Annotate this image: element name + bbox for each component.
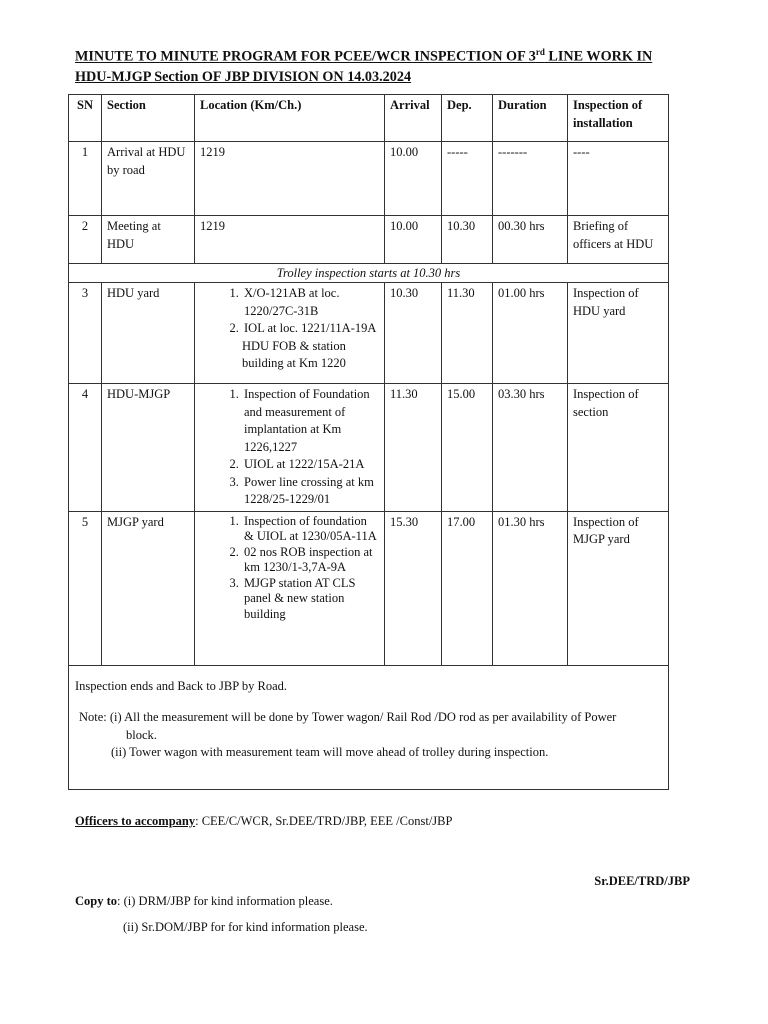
cell-section: MJGP yard — [102, 511, 195, 665]
cell-duration: ------- — [493, 142, 568, 216]
cell-inspection: Inspection of section — [568, 384, 669, 512]
cell-location — [195, 283, 385, 384]
cell-duration: 01.30 hrs — [493, 511, 568, 665]
title-line-1: MINUTE TO MINUTE PROGRAM FOR PCEE/WCR INSPECTION OF 3rd LINE WORK IN — [75, 47, 653, 65]
cell-inspection: Inspection of MJGP yard — [568, 511, 669, 665]
program-table — [68, 94, 669, 790]
copy-to-line-2: (ii) Sr.DOM/JBP for for kind information please. — [123, 920, 368, 934]
location-item: 2. 02 nos ROB inspection at km 1230/1-3,7A-9A — [242, 545, 379, 576]
table-row — [69, 511, 669, 665]
location-item: 3. MJGP station AT CLS panel & new station building — [242, 576, 379, 623]
header-section: Section — [102, 95, 195, 142]
cell-duration: 03.30 hrs — [493, 384, 568, 512]
cell-arrival: 11.30 — [385, 384, 442, 512]
cell-arrival: 10.00 — [385, 216, 442, 264]
cell-duration: 00.30 hrs — [493, 216, 568, 264]
cell-duration: 01.00 hrs — [493, 283, 568, 384]
header-dep: Dep. — [442, 95, 493, 142]
note-1-continued: block. — [126, 727, 157, 742]
header-duration: Duration — [493, 95, 568, 142]
cell-dep: ----- — [442, 142, 493, 216]
cell-dep: 17.00 — [442, 511, 493, 665]
cell-section: Arrival at HDU by road — [102, 142, 195, 216]
cell-section: Meeting at HDU — [102, 216, 195, 264]
document-title — [75, 42, 675, 87]
cell-sn: 1 — [69, 142, 102, 216]
cell-sn: 3 — [69, 283, 102, 384]
officers-label: Officers to accompany — [75, 814, 196, 828]
copy-to-line-1 — [75, 892, 333, 910]
copy-to-label: Copy to — [75, 894, 118, 908]
cell-arrival: 10.30 — [385, 283, 442, 384]
table-row — [69, 216, 669, 264]
location-list — [200, 285, 379, 338]
cell-location: 1219 — [195, 216, 385, 264]
officers-line — [75, 814, 452, 829]
cell-inspection: ---- — [568, 142, 669, 216]
cell-location: 1219 — [195, 142, 385, 216]
cell-sn: 2 — [69, 216, 102, 264]
table-row — [69, 283, 669, 384]
header-inspection: Inspection of installation — [568, 95, 669, 142]
cell-location — [195, 511, 385, 665]
notes-cell — [69, 665, 669, 789]
officers-text: : CEE/C/WCR, Sr.DEE/TRD/JBP, EEE /Const/JBP — [195, 814, 453, 828]
location-list — [200, 386, 379, 509]
cell-section: HDU yard — [102, 283, 195, 384]
copy-to-text-1: : (i) DRM/JBP for kind information please. — [117, 894, 333, 908]
header-location: Location (Km/Ch.) — [195, 95, 385, 142]
location-item: 1. Inspection of Foundation and measurement of implantation at Km 1226,1227 — [242, 386, 379, 456]
cell-inspection: Briefing of officers at HDU — [568, 216, 669, 264]
table-row — [69, 384, 669, 512]
signature: Sr.DEE/TRD/JBP — [594, 874, 690, 888]
header-sn: SN — [69, 95, 102, 142]
location-item: 3. Power line crossing at km 1228/25-1229/01 — [242, 474, 379, 509]
cell-dep: 11.30 — [442, 283, 493, 384]
title-line-2: HDU-MJGP Section OF JBP DIVISION ON 14.03.2024 — [75, 68, 412, 85]
location-list — [200, 514, 379, 623]
cell-location — [195, 384, 385, 512]
header-arrival: Arrival — [385, 95, 442, 142]
location-item: 1. Inspection of foundation & UIOL at 1230/05A-11A — [242, 514, 379, 545]
cell-section: HDU-MJGP — [102, 384, 195, 512]
table-row — [69, 142, 669, 216]
cell-arrival: 15.30 — [385, 511, 442, 665]
cell-dep: 10.30 — [442, 216, 493, 264]
table-header-row — [69, 95, 669, 142]
location-item: 2. IOL at loc. 1221/11A-19A — [242, 320, 379, 338]
location-extra: HDU FOB & station building at Km 1220 — [242, 338, 346, 370]
location-item: 2. UIOL at 1222/15A-21A — [242, 456, 379, 474]
cell-dep: 15.00 — [442, 384, 493, 512]
notes-row — [69, 665, 669, 789]
banner-row — [69, 264, 669, 283]
cell-sn: 4 — [69, 384, 102, 512]
location-item: 1. X/O-121AB at loc. 1220/27C-31B — [242, 285, 379, 320]
cell-sn: 5 — [69, 511, 102, 665]
inspection-ends-text: Inspection ends and Back to JBP by Road. — [75, 678, 288, 693]
cell-inspection: Inspection of HDU yard — [568, 283, 669, 384]
trolley-banner: Trolley inspection starts at 10.30 hrs — [69, 264, 669, 283]
cell-arrival: 10.00 — [385, 142, 442, 216]
note-2: (ii) Tower wagon with measurement team will move ahead of trolley during inspection. — [111, 745, 549, 759]
note-1: Note: (i) All the measurement will be done by Tower wagon/ Rail Rod /DO rod as per availability of Power — [79, 710, 617, 724]
